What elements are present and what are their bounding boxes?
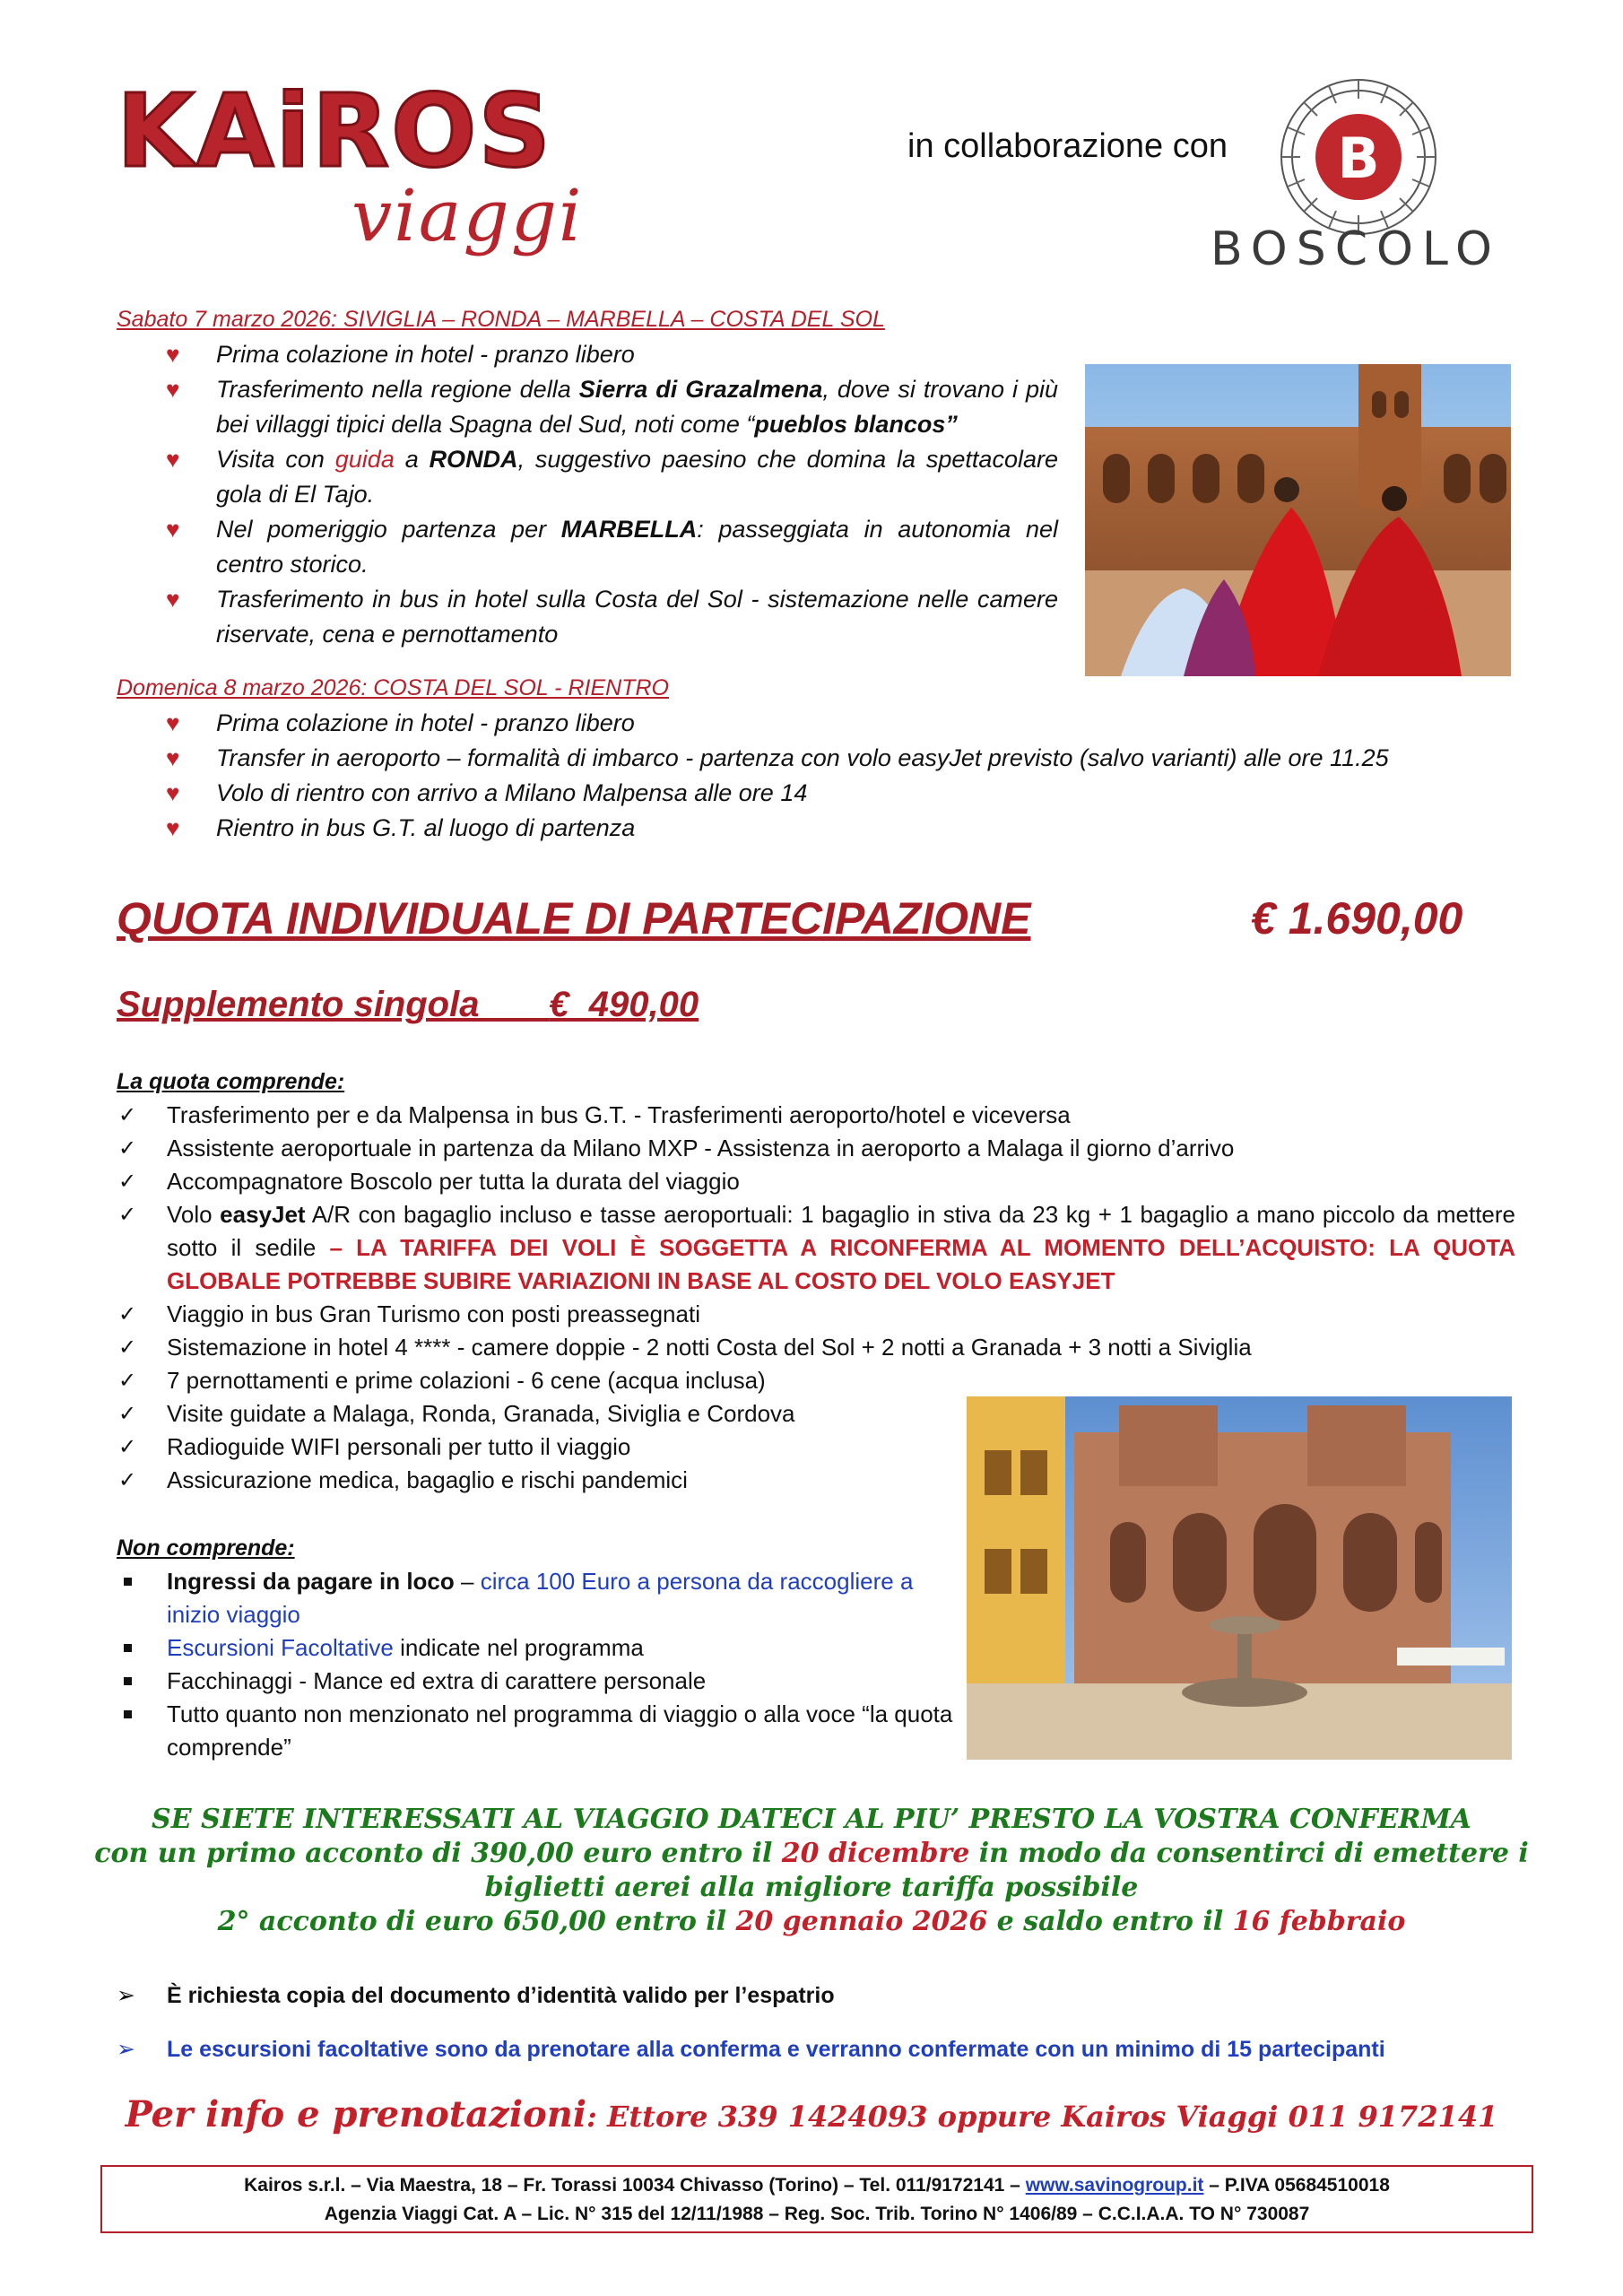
check-icon: ✓ xyxy=(118,1402,137,1426)
boscolo-logo-word: BOSCOLO xyxy=(1211,222,1501,276)
info-contacts: : Ettore 339 1424093 oppure Kairos Viaggi 011 9172141 xyxy=(586,2100,1498,2134)
list-item: Ingressi da pagare in loco – circa 100 Euro a persona da raccogliere a inizio viaggio xyxy=(117,1565,959,1631)
heart-icon: ♥ xyxy=(166,709,180,736)
heart-icon: ♥ xyxy=(166,376,180,403)
supplement-price: € 490,00 xyxy=(549,985,699,1024)
day2-title: Domenica 8 marzo 2026: COSTA DEL SOL - RIENTRO xyxy=(117,675,669,700)
heart-icon: ♥ xyxy=(166,516,180,543)
check-icon: ✓ xyxy=(118,1103,137,1127)
heart-icon: ♥ xyxy=(166,586,180,613)
check-icon: ✓ xyxy=(118,1170,137,1194)
list-item: ♥ Nel pomeriggio partenza per MARBELLA: passeggiata in autonomia nel centro storico. xyxy=(166,512,1058,582)
heart-icon: ♥ xyxy=(166,341,180,368)
list-item: ✓ Viaggio in bus Gran Turismo con posti preassegnati xyxy=(117,1298,1515,1331)
list-item: Escursioni Facoltative indicate nel programma xyxy=(117,1631,959,1665)
list-item: ♥ Prima colazione in hotel - pranzo libero xyxy=(166,337,1058,372)
kairos-logo xyxy=(117,74,584,262)
list-item: ✓ Trasferimento per e da Malpensa in bus G.T. - Trasferimenti aeroporto/hotel e viceversa xyxy=(117,1099,1515,1132)
check-icon: ✓ xyxy=(118,1136,137,1161)
footer-line-1: Kairos s.r.l. – Via Maestra, 18 – Fr. Torassi 10034 Chivasso (Torino) – Tel. 011/9172141 – www.savinogroup.it – P.IVA 05684510018 xyxy=(244,2175,1390,2196)
confirmation-call-to-action xyxy=(90,1803,1533,1939)
excludes-list xyxy=(117,1565,959,1764)
kairos-logo-word: KAiROS xyxy=(117,74,552,190)
boscolo-emblem-letter: B xyxy=(1337,126,1380,191)
square-bullet-icon xyxy=(124,1677,132,1685)
day2-list xyxy=(166,706,1529,846)
list-item: ✓ Visite guidate a Malaga, Ronda, Granada, Siviglia e Cordova xyxy=(117,1397,1515,1431)
note-optional-excursions: ➢ Le escursioni facoltative sono da prenotare alla conferma e verranno confermate con un minimo di 15 partecipanti xyxy=(117,2037,1385,2062)
supplement-label: Supplemento singola xyxy=(117,985,480,1024)
heart-icon: ♥ xyxy=(166,779,180,806)
list-item: ✓ Sistemazione in hotel 4 **** - camere doppie - 2 notti Costa del Sol + 2 notti a Granada + 3 notti a Siviglia xyxy=(117,1331,1515,1364)
info-label: Per info e prenotazioni xyxy=(125,2093,587,2135)
list-item: Tutto quanto non menzionato nel programma di viaggio o alla voce “la quota comprende” xyxy=(117,1698,959,1764)
cta-line-2: con un primo acconto di 390,00 euro entro il 20 dicembre in modo da consentirci di emettere i biglietti aerei alla migliore tariffa possibile xyxy=(94,1838,1529,1903)
heart-icon: ♥ xyxy=(166,446,180,473)
check-icon: ✓ xyxy=(118,1335,137,1360)
quota-label: QUOTA INDIVIDUALE DI PARTECIPAZIONE xyxy=(117,893,1031,944)
list-item: ✓ Assistente aeroportuale in partenza da Milano MXP - Assistenza in aeroporto a Malaga il giorno d’arrivo xyxy=(117,1132,1515,1165)
list-item: ✓ 7 pernottamenti e prime colazioni - 6 cene (acqua inclusa) xyxy=(117,1364,1515,1397)
square-bullet-icon xyxy=(124,1644,132,1652)
list-item: ✓ Radioguide WIFI personali per tutto il viaggio xyxy=(117,1431,1515,1464)
check-icon: ✓ xyxy=(118,1435,137,1459)
list-item: ♥ Trasferimento in bus in hotel sulla Costa del Sol - sistemazione nelle camere riservate, cena e pernottamento xyxy=(166,582,1058,652)
company-footer xyxy=(100,2165,1533,2233)
check-icon: ✓ xyxy=(118,1369,137,1393)
quota-heading xyxy=(117,892,1497,944)
quota-price: € 1.690,00 xyxy=(1251,893,1463,944)
list-item: ♥ Rientro in bus G.T. al luogo di partenza xyxy=(166,811,1529,846)
cta-line-1: SE SIETE INTERESSATI AL VIAGGIO DATECI AL PIU’ PRESTO LA VOSTRA CONFERMA xyxy=(152,1804,1471,1835)
list-item: ✓ Volo easyJet A/R con bagaglio incluso e tasse aeroportuali: 1 bagaglio in stiva da 23 kg + 1 bagaglio a mano piccolo da mettere sotto il sedile – LA TARIFFA DEI VOLI È SOGGETTA A RICONFERMA AL MOMENTO DELL’ACQUISTO: LA QUOTA GLOBALE POTREBBE SUBIRE VARIAZIONI IN BASE AL COSTO DEL VOLO EASYJET xyxy=(117,1198,1515,1298)
list-item: ✓ Accompagnatore Boscolo per tutta la durata del viaggio xyxy=(117,1165,1515,1198)
day1-list xyxy=(166,337,1058,652)
kairos-logo-viaggi: viaggi xyxy=(352,174,584,257)
list-item: ♥ Volo di rientro con arrivo a Milano Malpensa alle ore 14 xyxy=(166,776,1529,811)
list-item: Facchinaggi - Mance ed extra di carattere personale xyxy=(117,1665,959,1698)
boscolo-emblem-icon xyxy=(1273,72,1444,242)
cta-line-3: 2° acconto di euro 650,00 entro il 20 gennaio 2026 e saldo entro il 16 febbraio xyxy=(217,1906,1406,1937)
list-item: ♥ Prima colazione in hotel - pranzo libero xyxy=(166,706,1529,741)
includes-heading: La quota comprende: xyxy=(117,1069,345,1094)
list-item: ♥ Trasferimento nella regione della Sierra di Grazalmena, dove si trovano i più bei villaggi tipici della Spagna del Sud, noti come “pueblos blancos” xyxy=(166,372,1058,442)
single-supplement xyxy=(117,985,699,1025)
heart-icon: ♥ xyxy=(166,814,180,841)
flamenco-dancers-photo xyxy=(1085,364,1511,676)
arrow-bullet-icon: ➢ xyxy=(117,1983,135,2008)
website-link[interactable]: www.savinogroup.it xyxy=(1025,2175,1204,2196)
square-bullet-icon xyxy=(124,1710,132,1718)
note-identity-document: ➢ È richiesta copia del documento d’identità valido per l’espatrio xyxy=(117,1983,835,2008)
list-item: ♥ Visita con guida a RONDA, suggestivo paesino che domina la spettacolare gola di El Tajo. xyxy=(166,442,1058,512)
malaga-cathedral-photo xyxy=(967,1396,1512,1760)
booking-info xyxy=(0,2093,1623,2135)
day1-title: Sabato 7 marzo 2026: SIVIGLIA – RONDA – MARBELLA – COSTA DEL SOL xyxy=(117,307,885,332)
excludes-heading: Non comprende: xyxy=(117,1535,295,1561)
check-icon: ✓ xyxy=(118,1302,137,1326)
check-icon: ✓ xyxy=(118,1203,137,1227)
arrow-bullet-icon: ➢ xyxy=(117,2037,135,2062)
check-icon: ✓ xyxy=(118,1468,137,1492)
footer-line-2: Agenzia Viaggi Cat. A – Lic. N° 315 del 12/11/1988 – Reg. Soc. Trib. Torino N° 1406/89 – C.C.I.A.A. TO N° 730087 xyxy=(324,2204,1310,2224)
list-item: ♥ Transfer in aeroporto – formalità di imbarco - partenza con volo easyJet previsto (salvo varianti) alle ore 11.25 xyxy=(166,741,1529,776)
heart-icon: ♥ xyxy=(166,744,180,771)
square-bullet-icon xyxy=(124,1578,132,1586)
list-item: ✓ Assicurazione medica, bagaglio e rischi pandemici xyxy=(117,1464,1515,1497)
collaboration-text: in collaborazione con xyxy=(907,127,1228,165)
